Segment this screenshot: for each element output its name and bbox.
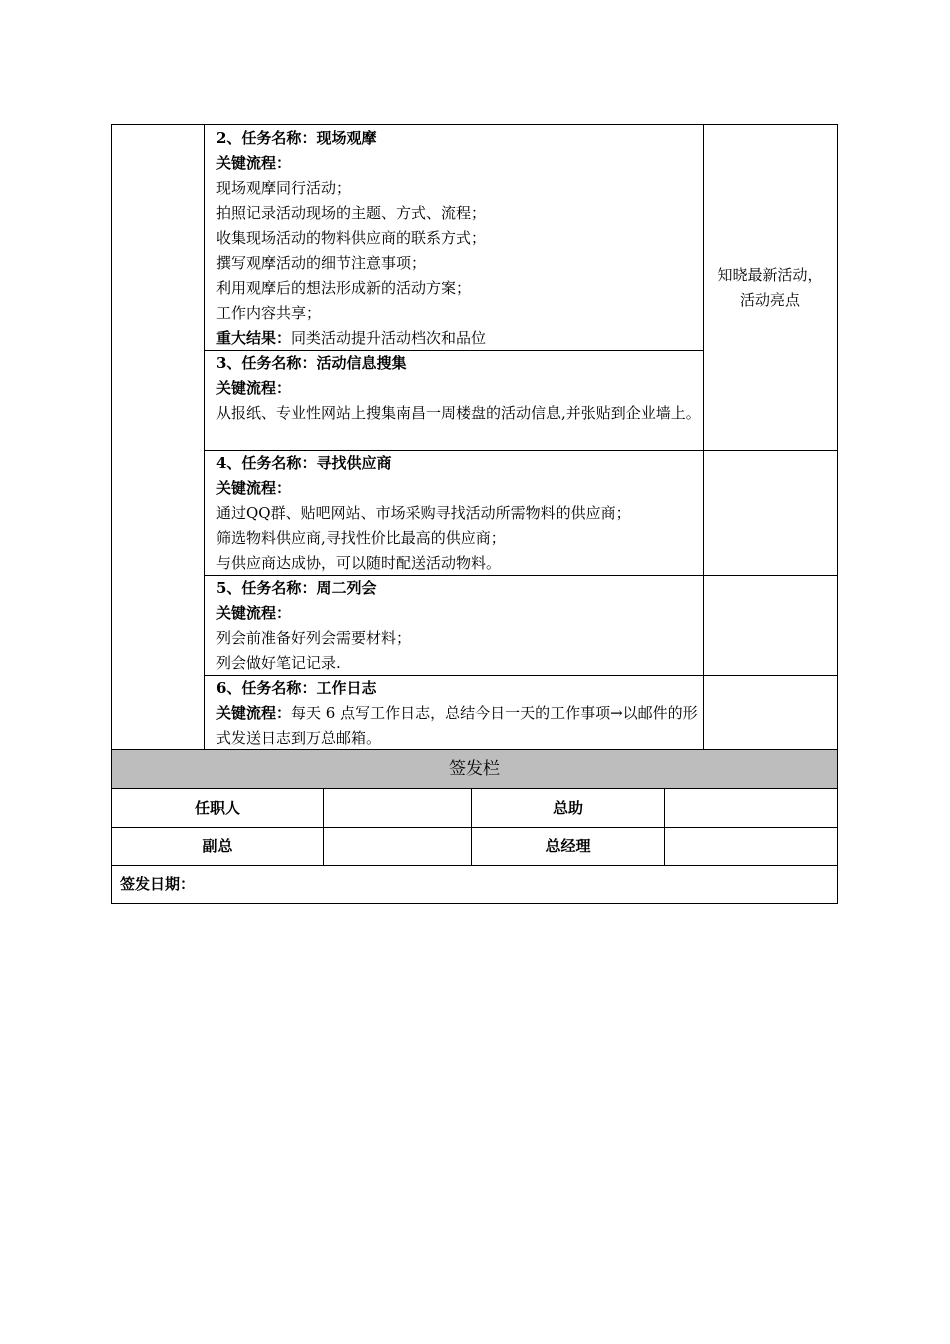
gm-label: 总经理 — [545, 837, 591, 855]
sign-table — [111, 750, 838, 904]
assistant-gm-label: 总助 — [552, 799, 583, 817]
task-5 — [216, 576, 701, 676]
process-step: 利用观摩后的想法形成新的活动方案； — [216, 279, 472, 297]
task-table — [111, 124, 838, 750]
task-title: 2、任务名称：现场观摩 — [216, 129, 377, 147]
process-step: 现场观摩同行活动； — [216, 179, 352, 197]
employee-label: 任职人 — [194, 799, 240, 817]
assistant-gm-signature-field[interactable] — [665, 789, 837, 827]
process-text: 每天 6 点写工作日志，总结今日一天的工作事项→以邮件的形式发送日志到万总邮箱。 — [216, 704, 698, 747]
result-label: 重大结果： — [216, 329, 292, 347]
process-step: 从报纸、专业性网站上搜集南昌一周楼盘的活动信息,并张贴到企业墙上。 — [216, 404, 701, 422]
process-label: 关键流程： — [216, 379, 292, 397]
process-step: 拍照记录活动现场的主题、方式、流程； — [216, 204, 487, 222]
remarks-column — [703, 125, 837, 749]
issue-date-label: 签发日期： — [120, 875, 196, 893]
process-label: 关键流程： — [216, 154, 292, 172]
process-step: 列会做好笔记记录. — [216, 654, 341, 672]
process-step: 撰写观摩活动的细节注意事项； — [216, 254, 427, 272]
task-title: 4、任务名称：寻找供应商 — [216, 454, 392, 472]
task-title: 3、任务名称：活动信息搜集 — [216, 354, 407, 372]
remarks-line: 知晓最新活动， — [717, 266, 823, 284]
task-title: 5、任务名称：周二列会 — [216, 579, 377, 597]
task-6 — [216, 676, 701, 751]
process-label: 关键流程： — [216, 704, 292, 722]
task-2 — [216, 126, 701, 351]
process-step: 与供应商达成协，可以随时配送活动物料。 — [216, 554, 502, 572]
process-step: 工作内容共享； — [216, 304, 322, 322]
task-4 — [216, 451, 701, 576]
deputy-gm-label: 副总 — [202, 837, 233, 855]
result-text: 同类活动提升活动档次和品位 — [291, 329, 487, 347]
process-step: 列会前准备好列会需要材料； — [216, 629, 412, 647]
process-step: 通过QQ群、贴吧网站、市场采购寻找活动所需物料的供应商； — [216, 504, 631, 522]
employee-signature-field[interactable] — [324, 789, 471, 827]
sign-title: 签发栏 — [112, 750, 837, 789]
process-label: 关键流程： — [216, 479, 292, 497]
process-step: 收集现场活动的物料供应商的联系方式； — [216, 229, 487, 247]
process-inline — [216, 701, 701, 751]
process-step: 筛选物料供应商,寻找性价比最高的供应商； — [216, 529, 506, 547]
process-label: 关键流程： — [216, 604, 292, 622]
remarks-note — [704, 263, 836, 313]
gm-signature-field[interactable] — [665, 827, 837, 865]
deputy-gm-signature-field[interactable] — [324, 827, 471, 865]
task-3 — [216, 351, 701, 426]
remarks-line: 活动亮点 — [739, 291, 800, 309]
left-column — [112, 125, 205, 749]
result-line — [216, 326, 701, 351]
task-title: 6、任务名称：工作日志 — [216, 679, 377, 697]
